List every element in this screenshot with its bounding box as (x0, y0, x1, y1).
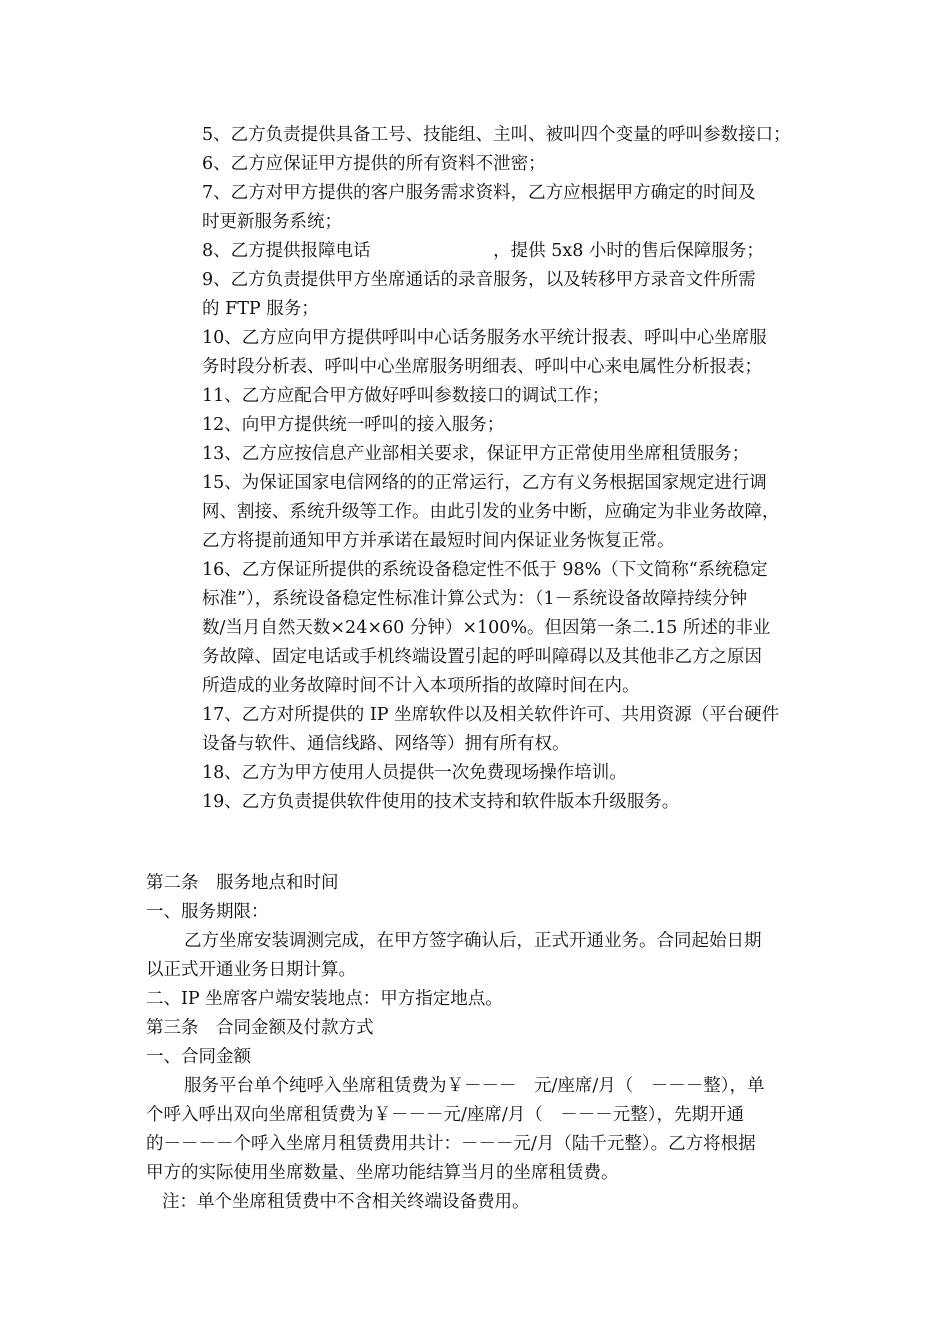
clause-9-line-2: 的 FTP 服务； (202, 299, 319, 319)
clause-7-line-1: 7、乙方对甲方提供的客户服务需求资料，乙方应根据甲方确定的时间及 (202, 183, 756, 203)
clause-6-line-1: 6、乙方应保证甲方提供的所有资料不泄密； (202, 154, 546, 174)
article-2-heading: 第二条 服务地点和时间 (146, 873, 339, 893)
clause-15-line-2: 网、割接、系统升级等工作。由此引发的业务中断，应确定为非业务故障， (202, 502, 780, 522)
clause-7-line-2: 时更新服务系统； (202, 212, 342, 232)
article-3-item-1-text-2: 个呼入呼出双向坐席租赁费为￥－－－元/座席/月（ －－－元整），先期开通 (146, 1105, 745, 1125)
article-3-item-1-text-3: 的－－－－个呼入坐席月租赁费用共计：－－－元/月（陆千元整）。乙方将根据 (146, 1134, 756, 1154)
article-3-heading: 第三条 合同金额及付款方式 (146, 1018, 374, 1038)
clause-8-line-1: 8、乙方提供报障电话 ，提供 5x8 小时的售后保障服务； (202, 241, 764, 261)
clause-16-line-2: 标准”），系统设备稳定性标准计算公式为：（1－系统设备故障持续分钟 (202, 589, 748, 609)
clause-9-line-1: 9、乙方负责提供甲方坐席通话的录音服务，以及转移甲方录音文件所需 (202, 270, 756, 290)
clause-19-line-1: 19、乙方负责提供软件使用的技术支持和软件版本升级服务。 (202, 792, 680, 812)
clause-11-line-1: 11、乙方应配合甲方做好呼叫参数接口的调试工作； (202, 386, 610, 406)
clause-17-line-1: 17、乙方对所提供的 IP 坐席软件以及相关软件许可、共用资源（平台硬件 (202, 705, 780, 725)
clause-15-line-3: 乙方将提前通知甲方并承诺在最短时间内保证业务恢复正常。 (202, 531, 675, 551)
clause-15-line-1: 15、为保证国家电信网络的的正常运行，乙方有义务根据国家规定进行调 (202, 473, 767, 493)
clause-13-line-1: 13、乙方应按信息产业部相关要求，保证甲方正常使用坐席租赁服务； (202, 444, 750, 464)
article-3-item-1-text-1: 服务平台单个纯呼入坐席租赁费为￥－－－ 元/座席/月（ －－－整），单 (184, 1076, 765, 1096)
article-2-item-1-text-1: 乙方坐席安装调测完成，在甲方签字确认后，正式开通业务。合同起始日期 (184, 931, 762, 951)
article-3-item-1-title: 一、合同金额 (146, 1047, 251, 1067)
article-3-note: 注：单个坐席租赁费中不含相关终端设备费用。 (162, 1192, 530, 1212)
clause-10-line-2: 务时段分析表、呼叫中心坐席服务明细表、呼叫中心来电属性分析报表； (202, 357, 762, 377)
article-2-item-1-text-2: 以正式开通业务日期计算。 (146, 960, 356, 980)
clause-16-line-4: 务故障、固定电话或手机终端设置引起的呼叫障碍以及其他非乙方之原因 (202, 647, 762, 667)
clause-17-line-2: 设备与软件、通信线路、网络等）拥有所有权。 (202, 734, 570, 754)
clause-16-line-3: 数/当月自然天数×24×60 分钟）×100%。但因第一条二.15 所述的非业 (202, 618, 771, 638)
clause-5-line-1: 5、乙方负责提供具备工号、技能组、主叫、被叫四个变量的呼叫参数接口； (202, 125, 791, 145)
clause-10-line-1: 10、乙方应向甲方提供呼叫中心话务服务水平统计报表、呼叫中心坐席服 (202, 328, 767, 348)
clause-18-line-1: 18、乙方为甲方使用人员提供一次免费现场操作培训。 (202, 763, 627, 783)
clause-16-line-1: 16、乙方保证所提供的系统设备稳定性不低于 98%（下文简称“系统稳定 (202, 560, 768, 580)
article-3-item-1-text-4: 甲方的实际使用坐席数量、坐席功能结算当月的坐席租赁费。 (146, 1163, 619, 1183)
article-2-item-1-title: 一、服务期限： (146, 902, 269, 922)
article-2-item-2-title: 二、IP 坐席客户端安装地点：甲方指定地点。 (146, 989, 503, 1009)
clause-16-line-5: 所造成的业务故障时间不计入本项所指的故障时间在内。 (202, 676, 640, 696)
clause-12-line-1: 12、向甲方提供统一呼叫的接入服务； (202, 415, 505, 435)
